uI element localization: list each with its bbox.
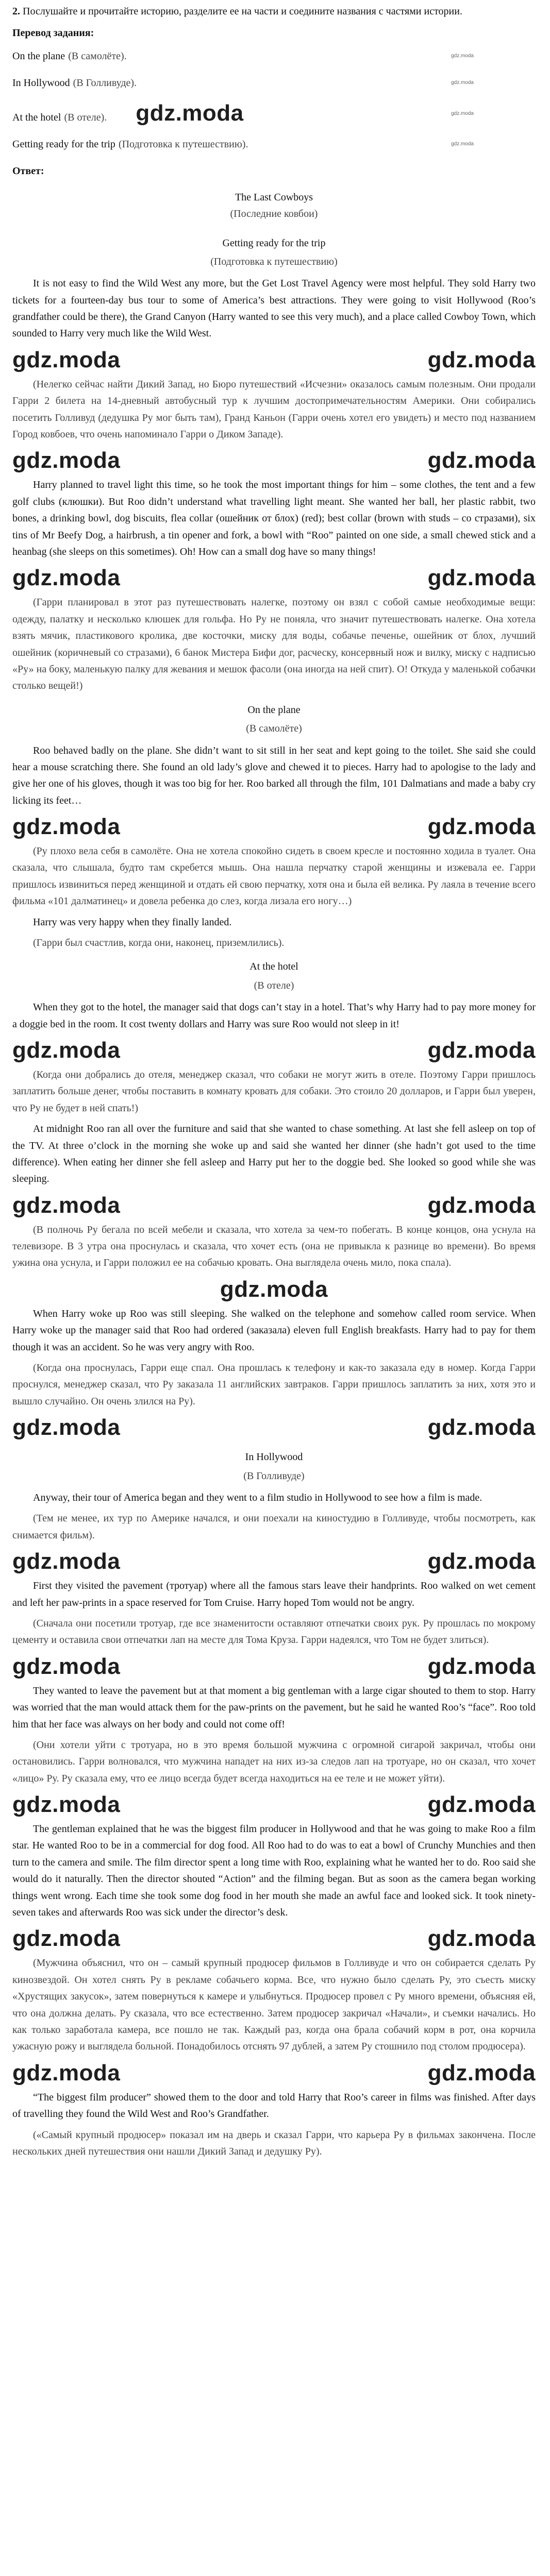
task-text: Послушайте и прочитайте историю, разделите ее на части и соедините названия с частями истории.	[23, 6, 462, 17]
part-heading: On the plane	[247, 704, 301, 716]
watermark: gdz.moda	[12, 1415, 121, 1440]
match-row-1	[12, 48, 536, 64]
watermark-small: gdz.moda	[451, 141, 474, 147]
paragraph-ru: (Гарри был счастлив, когда они, наконец, приземлились).	[33, 937, 285, 949]
paragraph-en: At midnight Roo ran all over the furniture and said that she wanted to chase something. At last she fell asleep on top of the TV. At three o’clock in the morning she woke up and said she wanted her dinner (she hadn’t got used to the time difference). When eating her dinner she fell asleep and Harry put her to the doggie bed. She looked so good while she was sleeping.	[12, 1123, 536, 1185]
paragraph-ru: (В полночь Ру бегала по всей мебели и сказала, что хотела за чем-то побегать. В конце концов, она уснула на телевизоре. В 3 утра она проснулась и сказала, что хочет есть (она не привыкла к разнице во времени). Во время ужина она уснула, и Гарри положил ее на собачью кровать. Она выглядела очень мило, пока спала).	[12, 1224, 536, 1269]
translation-heading: Перевод задания:	[12, 27, 94, 39]
watermark: gdz.moda	[427, 1653, 536, 1679]
paragraph-en: Harry planned to travel light this time, so he took the most important things for him – some clothes, the tent and a few golf clubs (клюшки). But Roo didn’t understand what travelling light meant. She wanted her ball, her plastic rabbit, two bones, a drinking bowl, dog biscuits, flea collar (ошейник от блох) (red); best collar (brown with studs – со стразами), six tins of Mr Beefy Dog, a hairbrush, a tin opener and fork, a bowl with “Roo” painted on one side, a small chewed stick and a heanbag (she sleeps on this sometimes). Oh! How can a small dog have so many things!	[12, 479, 536, 557]
paragraph-ru: (Нелегко сейчас найти Дикий Запад, но Бюро путешествий «Исчезни» оказалось самым полезным. Они продали Гарри 2 билета на 14-дневный автобусный тур к лучшим достопримечательностям Америки. Они собирались посетить Голливуд (дедушка Ру мог быть там), Гранд Каньон (Гарри очень хотел его увидеть) и место под названием Город ковбоев, что очень напоминало Гарри о Диком Западе).	[12, 378, 536, 440]
paragraph-en: “The biggest film producer” showed them to the door and told Harry that Roo’s career in films was finished. After days of travelling they found the Wild West and Roo’s Grandfather.	[12, 2091, 536, 2120]
watermark: gdz.moda	[12, 1037, 121, 1063]
watermark: gdz.moda	[12, 1792, 121, 1818]
watermark: gdz.moda	[12, 1653, 121, 1679]
watermark: gdz.moda	[427, 1037, 536, 1063]
paragraph-ru: (Сначала они посетили тротуар, где все знаменитости оставляют отпечатки своих рук. Ру прошлась по мокрому цементу и оставила свои отпечатки лап на месте для Тома Круза. Гарри надеялся, что Том не будет злиться).	[12, 1617, 536, 1646]
paragraph-ru: (Когда она проснулась, Гарри еще спал. Она прошлась к телефону и как-то заказала еду в номер. Когда Гарри проснулся, менеджер сказал, что Ру заказала 11 английских завтраков. Гарри пришлось заплатить за них, хотя это и вышло случайно. Он очень злился на Ру).	[12, 1362, 536, 1407]
paragraph-ru: (Тем не менее, их тур по Америке начался, и они поехали на киностудию в Голливуде, чтобы посмотреть, как снимается фильм).	[12, 1513, 536, 1541]
paragraph-en: First they visited the pavement (тротуар) where all the famous stars leave their handprints. Roo walked on wet cement and left her paw-prints in a space reserved for Tom Cruise. Harry hoped Tom would not be angry.	[12, 1580, 536, 1608]
watermark: gdz.moda	[427, 565, 536, 591]
match-row-2	[12, 75, 536, 91]
match-row-4	[12, 136, 536, 152]
part-heading-translation: (В отеле)	[254, 979, 294, 991]
paragraph-en: Anyway, their tour of America began and they went to a film studio in Hollywood to see how a film is made.	[33, 1492, 482, 1503]
watermark: gdz.moda	[427, 2060, 536, 2086]
watermark-small: gdz.moda	[451, 80, 474, 86]
part-heading-translation: (Подготовка к путешествию)	[210, 256, 338, 267]
match-en: On the plane	[12, 50, 65, 62]
watermark-small: gdz.moda	[451, 53, 474, 59]
paragraph-ru: (Ру плохо вела себя в самолёте. Она не хотела спокойно сидеть в своем кресле и постоянно ходила в туалет. Она сказала, что слышала, будто там скребется мышь. Она нашла перчатку старой женщины и изжевала ее. Гарри пришлось извиниться перед женщиной и отдать ей свою перчатку, хотя она и была ей велика. Ру лаяла в течение всего фильма «101 далматинец» и довела ребенка до слез, когда лизала его ногу…)	[12, 845, 536, 907]
watermark: gdz.moda	[427, 1415, 536, 1440]
answer-heading: Ответ:	[12, 165, 44, 177]
paragraph-ru: (Когда они добрались до отеля, менеджер сказал, что собаки не могут жить в отеле. Поэтому Гарри пришлось заплатить больше денег, чтобы поставить в комнату кровать для собаки. Это стоило 20 долларов, и Гарри был уверен, что Ру не будет в ней спать!)	[12, 1069, 536, 1114]
watermark: gdz.moda	[12, 1192, 121, 1218]
story-title-translation: (Последние ковбои)	[230, 208, 318, 220]
paragraph-ru: («Самый крупный продюсер» показал им на дверь и сказал Гарри, что карьера Ру в фильмах закончена. После нескольких дней путешествия они нашли Дикий Запад и дедушку Ру).	[12, 2129, 536, 2157]
watermark: gdz.moda	[12, 814, 121, 840]
watermark: gdz.moda	[427, 1926, 536, 1952]
part-heading-translation: (В Голливуде)	[243, 1470, 305, 1482]
watermark: gdz.moda	[12, 448, 121, 473]
paragraph-ru: (Гарри планировал в этот раз путешествовать налегке, поэтому он взял с собой самые необходимые вещи: одежду, палатку и несколько клюшек для гольфа. Но Ру не поняла, что значит путешествовать налегке. Она хотела взять мячик, пластикового кролика, две косточки, миску для воды, собачье печенье, ошейник от блох, лучший ошейник (коричневый со стразами), 6 банок Мистера Бифи дог, расческу, консервный нож и вилку, миску с надписью «Ру» на боку, маленькую палку для жевания и мешок фасоли (она иногда на ней спит). О! Откуда у маленькой собачки столько вещей!)	[12, 597, 536, 692]
task-number: 2.	[12, 6, 20, 17]
watermark: gdz.moda	[136, 100, 244, 126]
watermark: gdz.moda	[12, 1926, 121, 1952]
paragraph-en: When they got to the hotel, the manager said that dogs can’t stay in a hotel. That’s why Harry had to pay more money for a doggie bed in the room. It cost twenty dollars and Harry was sure Roo would not sleep in it!	[12, 1002, 536, 1030]
match-en: Getting ready for the trip	[12, 138, 115, 150]
paragraph-ru: (Они хотели уйти с тротуара, но в это время большой мужчина с огромной сигарой закричал, чтобы они остановились. Гарри волновался, что мужчина нападет на них из-за следов лап на тротуаре, но он сказал, что хочет «лицо» Ру. Ру сказала ему, что ее лицо всегда будет всегда находиться на ее теле и не может уйти).	[12, 1739, 536, 1784]
task-instruction	[12, 3, 536, 20]
part-heading: Getting ready for the trip	[222, 237, 326, 249]
watermark: gdz.moda	[427, 1192, 536, 1218]
story-title: The Last Cowboys	[235, 191, 313, 203]
match-ru: (Подготовка к путешествию).	[118, 138, 248, 150]
paragraph-en: They wanted to leave the pavement but at that moment a big gentleman with a large cigar shouted to them to stop. Harry was worried that the man would attack them for the paw-prints on the pavement, but he said he wanted Roo’s “face”. Roo told him that her face was always on her body and could not come off!	[12, 1685, 536, 1730]
match-en: In Hollywood	[12, 77, 70, 89]
match-ru: (В самолёте).	[68, 50, 127, 62]
watermark: gdz.moda	[427, 1792, 536, 1818]
match-en: At the hotel	[12, 111, 61, 123]
paragraph-en: Roo behaved badly on the plane. She didn’t want to sit still in her seat and kept going to the toilet. She said she could hear a mouse scratching there. She found an old lady’s glove and chewed it to pieces. Harry had to apologise to the lady and give her one of his gloves, though it was too big for her. Roo barked all through the film, 101 Dalmatians and made a baby cry licking its feet…	[12, 744, 536, 806]
match-ru: (В отеле).	[64, 111, 107, 123]
part-heading: In Hollywood	[245, 1451, 303, 1463]
paragraph-en: The gentleman explained that he was the biggest film producer in Hollywood and that he was going to make Roo a film star. He wanted Roo to be in a commercial for dog food. All Roo had to do was to eat a bowl of Crunchy Munchies and then turn to the camera and smile. The film director spent a long time with Roo, explaining what he wanted her to do. Roo said she would do it naturally. Then the director shouted “Action” and the filming began. But as soon as the camera began working things went wrong. Each time she took some dog food in her mouth she made an awful face and looked sick. It took ninety-seven takes and afterwards Roo was sick under the director’s desk.	[12, 1823, 536, 1919]
match-row-3	[12, 102, 536, 126]
paragraph-en: Harry was very happy when they finally landed.	[33, 916, 232, 928]
watermark: gdz.moda	[220, 1276, 328, 1302]
watermark: gdz.moda	[12, 1549, 121, 1574]
watermark: gdz.moda	[427, 448, 536, 473]
watermark: gdz.moda	[12, 2060, 121, 2086]
watermark: gdz.moda	[427, 347, 536, 372]
watermark: gdz.moda	[427, 814, 536, 840]
watermark: gdz.moda	[427, 1549, 536, 1574]
paragraph-ru: (Мужчина объяснил, что он – самый крупный продюсер фильмов в Голливуде и что он собирается сделать Ру кинозвездой. Он хотел снять Ру в рекламе собачьего корма. Все, что нужно было сделать Ру, это съесть миску «Хрустящих закусок», затем повернуться к камере и улыбнуться. Продюсер провел с Ру много времени, объясняя ей, что она должна делать. Ру сказала, что все естественно. Затем продюсер закричал «Начали», и съемки начались. Но как только заработала камера, все пошло не так. Каждый раз, когда она брала собачий корм в рот, она корчила ужасную рожу и выглядела больной. Понадобилось отснять 97 дублей, а затем Ру стошнило под столом продюсера).	[12, 1957, 536, 2053]
part-heading-translation: (В самолёте)	[246, 723, 302, 735]
watermark: gdz.moda	[12, 565, 121, 591]
part-heading: At the hotel	[249, 961, 298, 973]
paragraph-en: It is not easy to find the Wild West any more, but the Get Lost Travel Agency were most helpful. They sold Harry two tickets for a fourteen-day bus tour to some of America’s best attractions. They were going to visit Hollywood (Roo’s grandfather could be there), the Grand Canyon (Harry wanted to see this very much), and a place called Cowboy Town, which sounded to Harry very much like the Wild West.	[12, 278, 536, 340]
watermark: gdz.moda	[12, 347, 121, 372]
paragraph-en: When Harry woke up Roo was still sleeping. She walked on the telephone and somehow called room service. When Harry woke up the manager said that Roo had ordered (заказала) eleven full English breakfasts. Harry had to pay for them though it was an accident. So he was very angry with Roo.	[12, 1308, 536, 1353]
match-ru: (В Голливуде).	[73, 77, 137, 89]
watermark-small: gdz.moda	[451, 110, 474, 116]
